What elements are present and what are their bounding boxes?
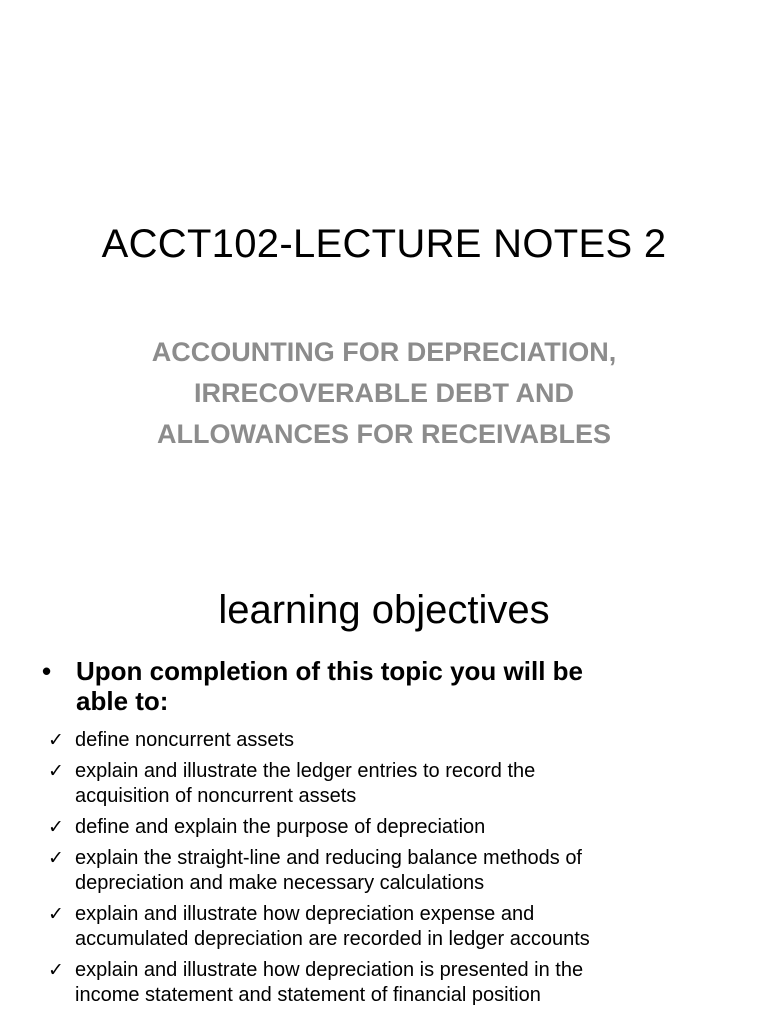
checkmark-icon: ✓ (48, 760, 64, 782)
objective-text: accumulated depreciation are recorded in ledger accounts (75, 928, 590, 950)
objective-item (48, 759, 748, 809)
subtitle-line: ACCOUNTING FOR DEPRECIATION, (151, 337, 617, 367)
objective-text: depreciation and make necessary calculations (75, 872, 485, 894)
subtitle-line: ALLOWANCES FOR RECEIVABLES (156, 419, 612, 449)
objective-text: acquisition of noncurrent assets (75, 785, 357, 807)
objective-item (48, 846, 748, 896)
checkmark-icon: ✓ (48, 816, 64, 838)
intro-line: able to: (76, 686, 169, 716)
checkmark-icon: ✓ (48, 903, 64, 925)
bullet-icon: • (42, 656, 52, 686)
slide-subtitle (84, 332, 684, 455)
intro-bullet (40, 656, 740, 716)
intro-text (40, 656, 740, 716)
objective-text: define and explain the purpose of depreciation (75, 816, 486, 838)
intro-line: Upon completion of this topic you will be (76, 656, 583, 686)
objective-item (48, 902, 748, 952)
objectives-list (48, 728, 748, 1014)
objective-item (48, 958, 748, 1008)
checkmark-icon: ✓ (48, 959, 64, 981)
objective-text: explain the straight-line and reducing balance methods of (75, 847, 582, 869)
checkmark-icon: ✓ (48, 847, 64, 869)
objective-text: explain and illustrate the ledger entries to record the (75, 760, 536, 782)
checkmark-icon: ✓ (48, 729, 64, 751)
slide-title: ACCT102-LECTURE NOTES 2 (101, 222, 667, 266)
section-heading: learning objectives (218, 588, 550, 632)
objective-item (48, 815, 748, 840)
objective-text: define noncurrent assets (75, 729, 295, 751)
subtitle-line: IRRECOVERABLE DEBT AND (193, 378, 575, 408)
objective-item (48, 728, 748, 753)
objective-text: income statement and statement of financial position (75, 984, 541, 1006)
objective-text: explain and illustrate how depreciation expense and (75, 903, 535, 925)
objective-text: explain and illustrate how depreciation is presented in the (75, 959, 584, 981)
